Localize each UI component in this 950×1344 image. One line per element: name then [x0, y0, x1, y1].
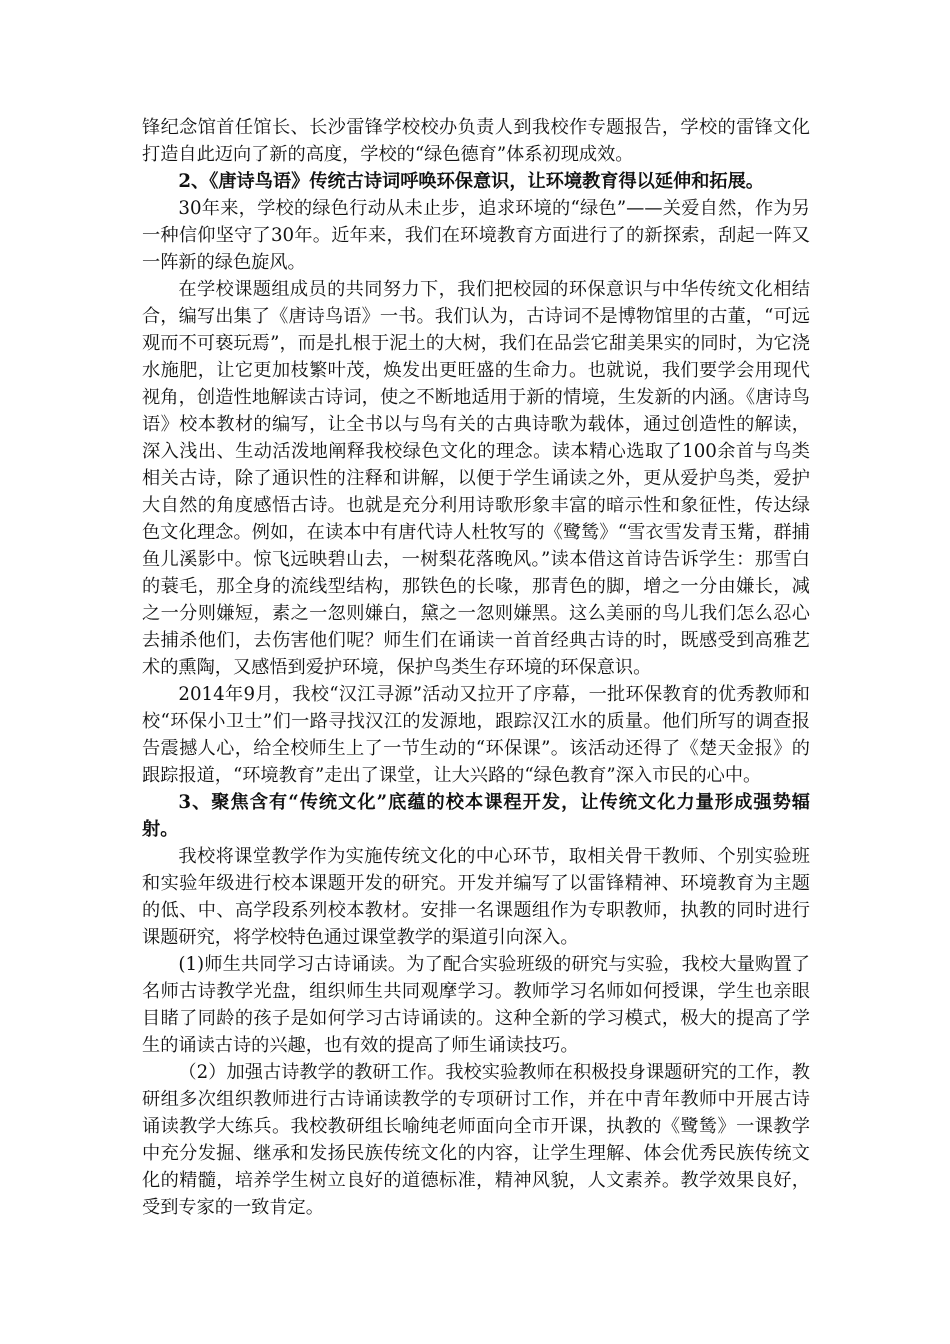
- paragraph: （2）加强古诗教学的教研工作。我校实验教师在积极投身课题研究的工作，教研组多次组织教师进行古诗诵读教学的专项研讨工作，并在中青年教师中开展古诗诵读教学大练兵。我校教研组长喻纯老师面向全市开课，执教的《鹭鸶》一课教学中充分发掘、继承和发扬民族传统文化的内容，让学生理解、体会优秀民族传统文化的精髓，培养学生树立良好的道德标准，精神风貌，人文素养。教学效果良好，受到专家的一致肯定。: [142, 1062, 810, 1218]
- paragraph: (1)师生共同学习古诗诵读。为了配合实验班级的研究与实验，我校大量购置了名师古诗教学光盘，组织师生共同观摩学习。教师学习名师如何授课，学生也亲眼目睹了同龄的孩子是如何学习古诗诵读的。这种全新的学习模式，极大的提高了学生的诵读古诗的兴趣，也有效的提高了师生诵读技巧。: [142, 954, 810, 1056]
- paragraph-continued: 锋纪念馆首任馆长、长沙雷锋学校校办负责人到我校作专题报告，学校的雷锋文化打造自此迈向了新的高度，学校的“绿色德育”体系初现成效。: [142, 117, 810, 165]
- paragraph: 我校将课堂教学作为实施传统文化的中心环节，取相关骨干教师、个别实验班和实验年级进行校本课题开发的研究。开发并编写了以雷锋精神、环境教育为主题的低、中、高学段系列校本教材。安排一名课题组作为专职教师，执教的同时进行课题研究，将学校特色通过课堂教学的渠道引向深入。: [142, 846, 810, 948]
- section-heading-2: 2、《唐诗鸟语》传统古诗词呼唤环保意识，让环境教育得以延伸和拓展。: [178, 171, 764, 192]
- paragraph: 在学校课题组成员的共同努力下，我们把校园的环保意识与中华传统文化相结合，编写出集了《唐诗鸟语》一书。我们认为，古诗词不是博物馆里的古董，“可远观而不可亵玩焉”，而是扎根于泥土的大树，我们在品尝它甜美果实的同时，为它浇水施肥，让它更加枝繁叶茂，焕发出更旺盛的生命力。也就说，我们要学会用现代视角，创造性地解读古诗词，使之不断地适用于新的情境，生发新的内涵。《唐诗鸟语》校本教材的编写，让全书以与鸟有关的古典诗歌为载体，通过创造性的解读，深入浅出、生动活泼地阐释我校绿色文化的理念。读本精心选取了100余首与鸟类相关古诗，除了通识性的注释和讲解，以便于学生诵读之外，更从爱护鸟类，爱护大自然的角度感悟古诗。也就是充分利用诗歌形象丰富的暗示性和象征性，传达绿色文化理念。例如，在读本中有唐代诗人杜牧写的《鹭鸶》“雪衣雪发青玉觜，群捕鱼儿溪影中。惊飞远映碧山去，一树梨花落晚风。”读本借这首诗告诉学生：那雪白的蓑毛，那全身的流线型结构，那铁色的长喙，那青色的脚，增之一分由嫌长，减之一分则嫌短，素之一忽则嫌白，黛之一忽则嫌黑。这么美丽的鸟儿我们怎么忍心去捕杀他们，去伤害他们呢？师生们在诵读一首首经典古诗的时，既感受到高雅艺术的熏陶，又感悟到爱护环境，保护鸟类生存环境的环保意识。: [142, 279, 810, 678]
- paragraph: 2014年9月，我校“汉江寻源”活动又拉开了序幕，一批环保教育的优秀教师和校“环保小卫士”们一路寻找汉江的发源地，跟踪汉江水的质量。他们所写的调查报告震撼人心，给全校师生上了一节生动的“环保课”。该活动还得了《楚天金报》的跟踪报道，“环境教育”走出了课堂，让大兴路的“绿色教育”深入市民的心中。: [142, 684, 810, 786]
- document-page: [142, 114, 810, 1221]
- section-heading-3: 3、聚焦含有“传统文化”底蕴的校本课程开发，让传统文化力量形成强势辐射。: [142, 792, 810, 840]
- paragraph: 30年来，学校的绿色行动从未止步，追求环境的“绿色”——关爱自然，作为另一种信仰坚守了30年。近年来，我们在环境教育方面进行了的新探索，刮起一阵又一阵新的绿色旋风。: [142, 198, 810, 273]
